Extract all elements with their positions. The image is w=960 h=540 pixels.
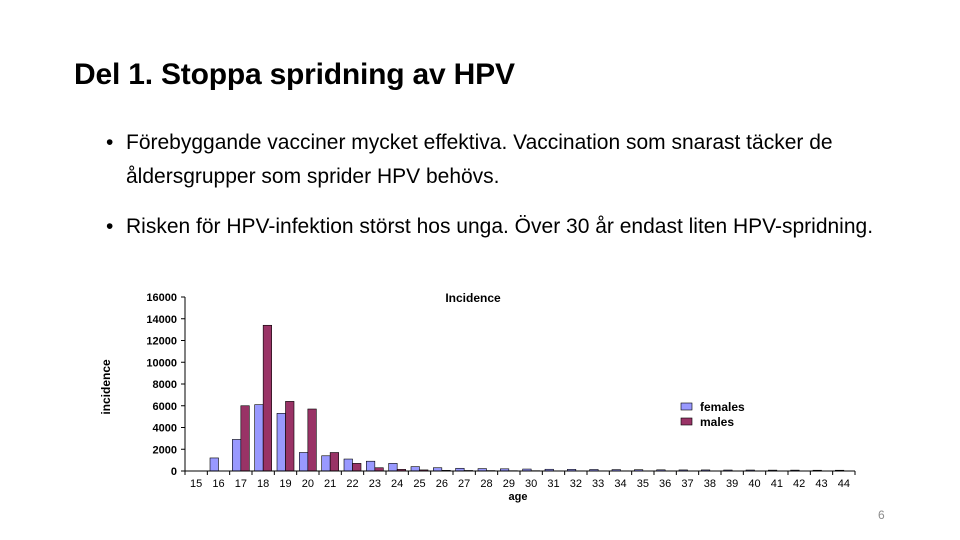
y-tick-label: 14000 [146,313,177,326]
x-tick-label: 44 [837,478,850,490]
x-tick-label: 20 [301,478,314,490]
bullet-item [106,126,936,194]
y-tick-label: 0 [170,466,177,478]
x-tick-label: 37 [681,478,694,490]
legend-label-males: males [700,415,735,429]
bullet-list [106,126,936,260]
bullet-marker: • [106,131,114,154]
y-tick-label: 6000 [152,400,177,413]
bar-females [210,458,219,471]
y-tick-label: 16000 [146,292,177,304]
bullet-text: Förebyggande vacciner mycket effektiva. Vaccination som snarast täcker de åldersgrupper som sprider HPV behövs. [126,131,833,188]
bar-females [255,405,264,471]
x-tick-label: 16 [212,478,225,490]
x-tick-label: 41 [770,478,783,490]
x-tick-label: 34 [614,478,627,490]
bar-females [344,459,353,471]
bar-females [322,456,331,471]
chart-title: Incidence [445,291,501,305]
legend-swatch-females [681,403,692,410]
bar-females [277,413,286,471]
y-tick-label: 10000 [146,357,177,370]
y-tick-label: 8000 [152,379,177,391]
x-tick-label: 42 [793,478,806,490]
x-tick-label: 36 [659,478,672,490]
y-axis-label: incidence [99,359,113,415]
bullet-text: Risken för HPV-infektion störst hos unga. Över 30 år endast liten HPV-spridning. [126,215,874,238]
x-tick-label: 31 [547,478,560,490]
bar-males [308,409,317,471]
incidence-chart [90,285,870,507]
x-tick-label: 23 [368,478,381,490]
legend-swatch-males [681,418,692,425]
legend-label-females: females [700,400,745,414]
bar-females [232,439,241,471]
x-axis-label: age [508,491,528,503]
x-tick-label: 15 [190,478,203,490]
x-tick-label: 43 [815,478,828,490]
x-tick-label: 30 [525,478,538,490]
bar-males [241,406,250,471]
x-tick-label: 38 [703,478,716,490]
bar-females [411,467,420,471]
bar-females [389,463,398,471]
bar-males [353,463,362,471]
x-tick-label: 26 [435,478,448,490]
y-tick-label: 12000 [146,335,177,348]
bar-males [286,401,295,471]
y-tick-label: 2000 [152,444,177,457]
x-tick-label: 33 [592,478,605,490]
x-tick-label: 32 [569,478,582,490]
x-tick-label: 22 [346,478,359,490]
x-tick-label: 39 [726,478,739,490]
x-tick-label: 17 [234,478,247,490]
bar-males [330,453,339,471]
x-tick-label: 28 [480,478,493,490]
bar-females [366,461,375,471]
x-tick-label: 25 [413,478,426,490]
x-tick-label: 21 [324,478,337,490]
page-number: 6 [878,508,885,522]
x-tick-label: 19 [279,478,292,490]
bar-males [263,325,272,471]
x-tick-label: 35 [636,478,649,490]
slide-title: Del 1. Stoppa spridning av HPV [74,58,515,91]
x-tick-label: 18 [257,478,270,490]
y-tick-label: 4000 [152,422,177,435]
bullet-marker: • [106,215,114,238]
x-tick-label: 24 [391,478,404,490]
x-tick-label: 27 [458,478,471,490]
bullet-item [106,210,936,244]
x-tick-label: 40 [748,478,761,490]
bar-females [299,453,308,471]
x-tick-label: 29 [502,478,515,490]
